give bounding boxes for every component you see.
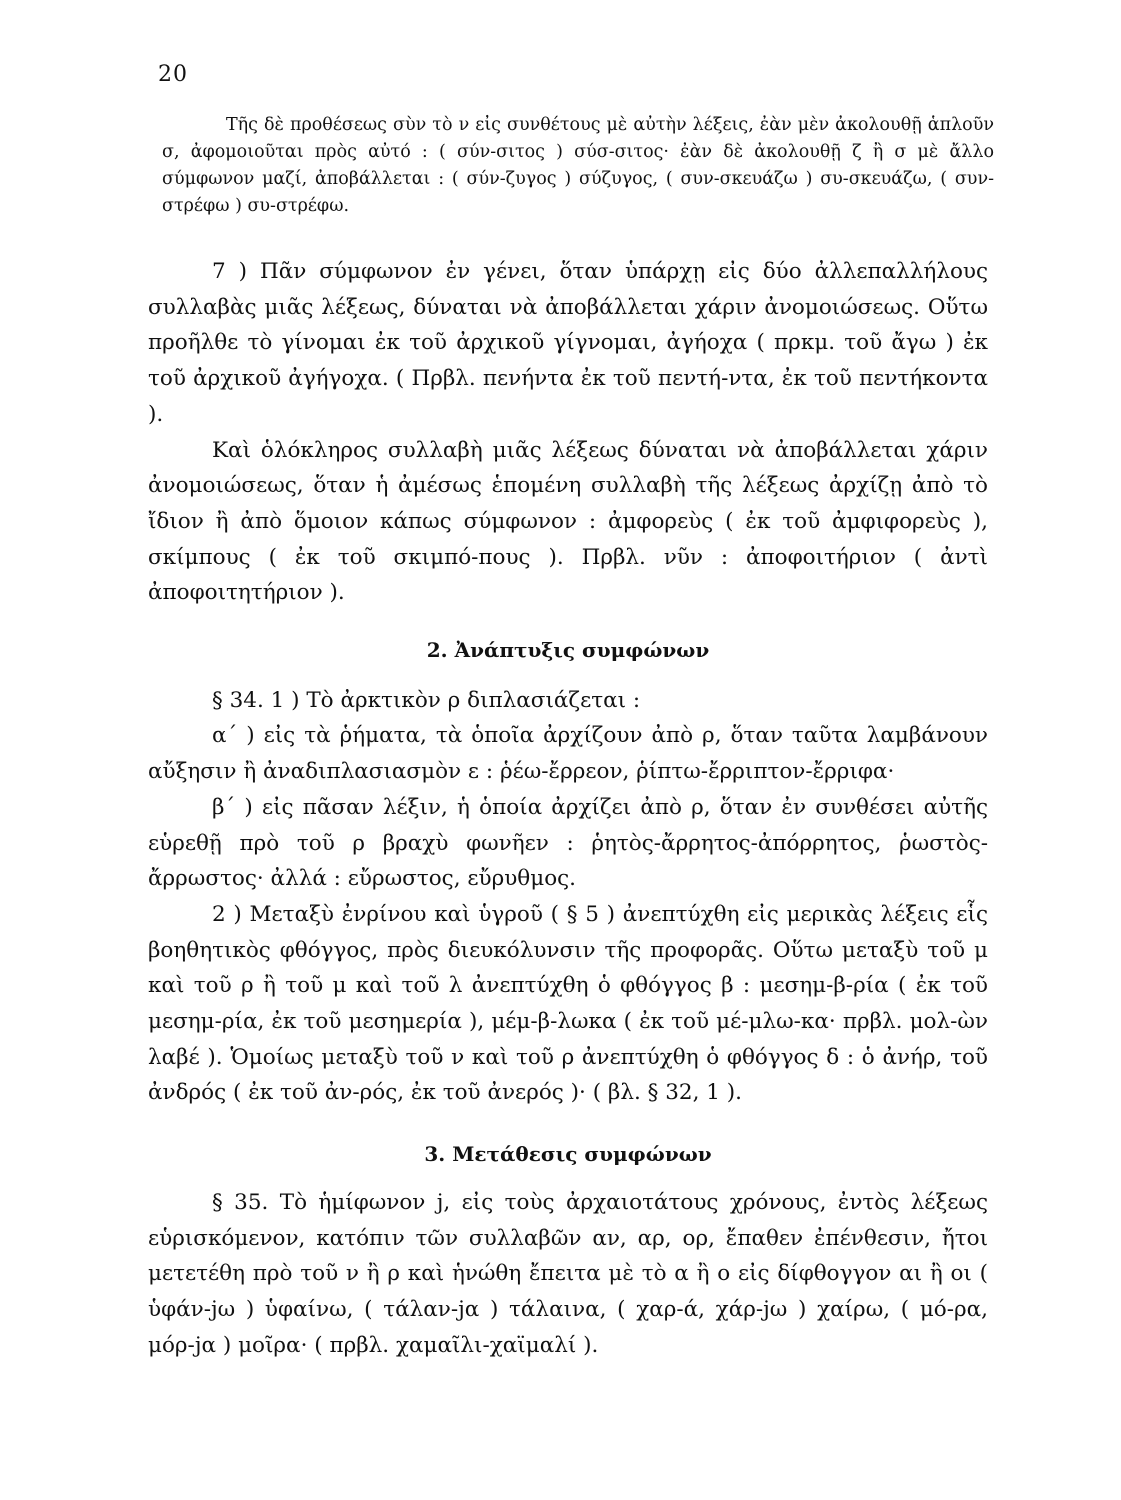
paragraph-34-2: 2 ) Μεταξὺ ἐνρίνου καὶ ὑγροῦ ( § 5 ) ἀνεπτύχθη εἰς μερικὰς λέξεις εἷς βοηθητικὸς φθόγγος, πρὸς διευκόλυνσιν τῆς προφορᾶς. Οὕτω μεταξὺ τοῦ μ καὶ τοῦ ρ ἢ τοῦ μ καὶ τοῦ λ ἀνεπτύχθη ὁ φθόγγος β : μεσημ-β-ρία ( ἐκ τοῦ μεσημ-ρία, ἐκ τοῦ μεσημερία ), μέμ-β-λωκα ( ἐκ τοῦ μέ-μλω-κα· πρβλ. μολ-ὼν λαβέ ). Ὁμοίως μεταξὺ τοῦ ν καὶ τοῦ ρ ἀνεπτύχθη ὁ φθόγγος δ : ὁ ἀνήρ, τοῦ ἀνδρός ( ἐκ τοῦ ἀν-ρός, ἐκ τοῦ ἀνερός )· ( βλ. § 32, 1 ). [148,901,988,1106]
section-heading-2: 2. Ἀνάπτυξις συμφώνων [426,638,710,663]
paragraph-whole-syllable: Καὶ ὁλόκληρος συλλαβὴ μιᾶς λέξεως δύναται νὰ ἀποβάλλεται χάριν ἀνομοιώσεως, ὅταν ἡ ἀμέσως ἑπομένη συλλαβὴ τῆς λέξεως ἀρχίζῃ ἀπὸ τὸ ἴδιον ἢ ἀπὸ ὅμοιον κάπως σύμφωνον : ἀμφορεὺς ( ἐκ τοῦ ἀμφιφορεὺς ), σκίμπους ( ἐκ τοῦ σκιμπό-πους ). Πρβλ. νῦν : ἀποφοιτήριον ( ἀντὶ ἀποφοιτητήριον ). [148,437,988,606]
paragraph-syn-prefix: Τῆς δὲ προθέσεως σὺν τὸ ν εἰς συνθέτους μὲ αὐτὴν λέξεις, ἐὰν μὲν ἀκολουθῇ ἁπλοῦν σ, ἀφομοιοῦται πρὸς αὐτό : ( σύν-σιτος ) σύσ-σιτος· ἐὰν δὲ ἀκολουθῇ ζ ἢ σ μὲ ἄλλο σύμφωνον μαζί, ἀποβάλλεται : ( σύν-ζυγος ) σύζυγος, ( συν-σκευάζω ) συ-σκευάζω, ( συν-στρέφω ) συ-στρέφω. [162,115,994,216]
paragraph-section-34: § 34. 1 ) Τὸ ἀρκτικὸν ρ διπλασιάζεται : [212,687,641,713]
small-print-block [162,112,994,220]
paragraph-section-35: § 35. Τὸ ἡμίφωνον j, εἰς τοὺς ἀρχαιοτάτους χρόνους, ἐντὸς λέξεως εὑρισκόμενον, κατόπιν τῶν συλλαβῶν αν, αρ, ορ, ἔπαθεν ἐπένθεσιν, ἤτοι μετετέθη πρὸ τοῦ ν ἢ ρ καὶ ἡνώθη ἔπειτα μὲ τὸ α ἢ ο εἰς δίφθογγον αι ἢ οι ( ὑφάν-jω ) ὑφαίνω, ( τάλαν-jα ) τάλαινα, ( χαρ-ά, χάρ-jω ) χαίρω, ( μό-ρα, μόρ-jα ) μοῖρα· ( πρβλ. χαμαῖλι-χαϊμαλί ). [148,1189,988,1358]
section-heading-3: 3. Μετάθεσις συμφώνων [424,1142,712,1167]
paragraph-rule-7: 7 ) Πᾶν σύμφωνον ἐν γένει, ὅταν ὑπάρχῃ εἰς δύο ἀλλεπαλλήλους συλλαβὰς μιᾶς λέξεως, δύναται νὰ ἀποβάλλεται χάριν ἀνομοιώσεως. Οὕτω προῆλθε τὸ γίνομαι ἐκ τοῦ ἀρχικοῦ γίγνομαι, ἀγήοχα ( πρκμ. τοῦ ἄγω ) ἐκ τοῦ ἀρχικοῦ ἀγήγοχα. ( Πρβλ. πενήντα ἐκ τοῦ πεντή-ντα, ἐκ τοῦ πεντήκοντα ). [148,259,988,427]
paragraph-34-beta: β΄ ) εἰς πᾶσαν λέξιν, ἡ ὁποία ἀρχίζει ἀπὸ ρ, ὅταν ἐν συνθέσει αὐτῆς εὑρεθῇ πρὸ τοῦ ρ βραχὺ φωνῆεν : ῥητὸς-ἄρρητος-ἀπόρρητος, ῥωστὸς-ἄρρωστος· ἀλλά : εὔρωστος, εὔρυθμος. [148,794,988,892]
main-text [148,254,988,1363]
paragraph-34-alpha: α΄ ) εἰς τὰ ῥήματα, τὰ ὁποῖα ἀρχίζουν ἀπὸ ρ, ὅταν ταῦτα λαμβάνουν αὔξησιν ἢ ἀναδιπλασιασμὸν ε : ῥέω-ἔρρεον, ῥίπτω-ἔρριπτον-ἔρριφα· [148,723,988,785]
page-number: 20 [158,62,188,87]
